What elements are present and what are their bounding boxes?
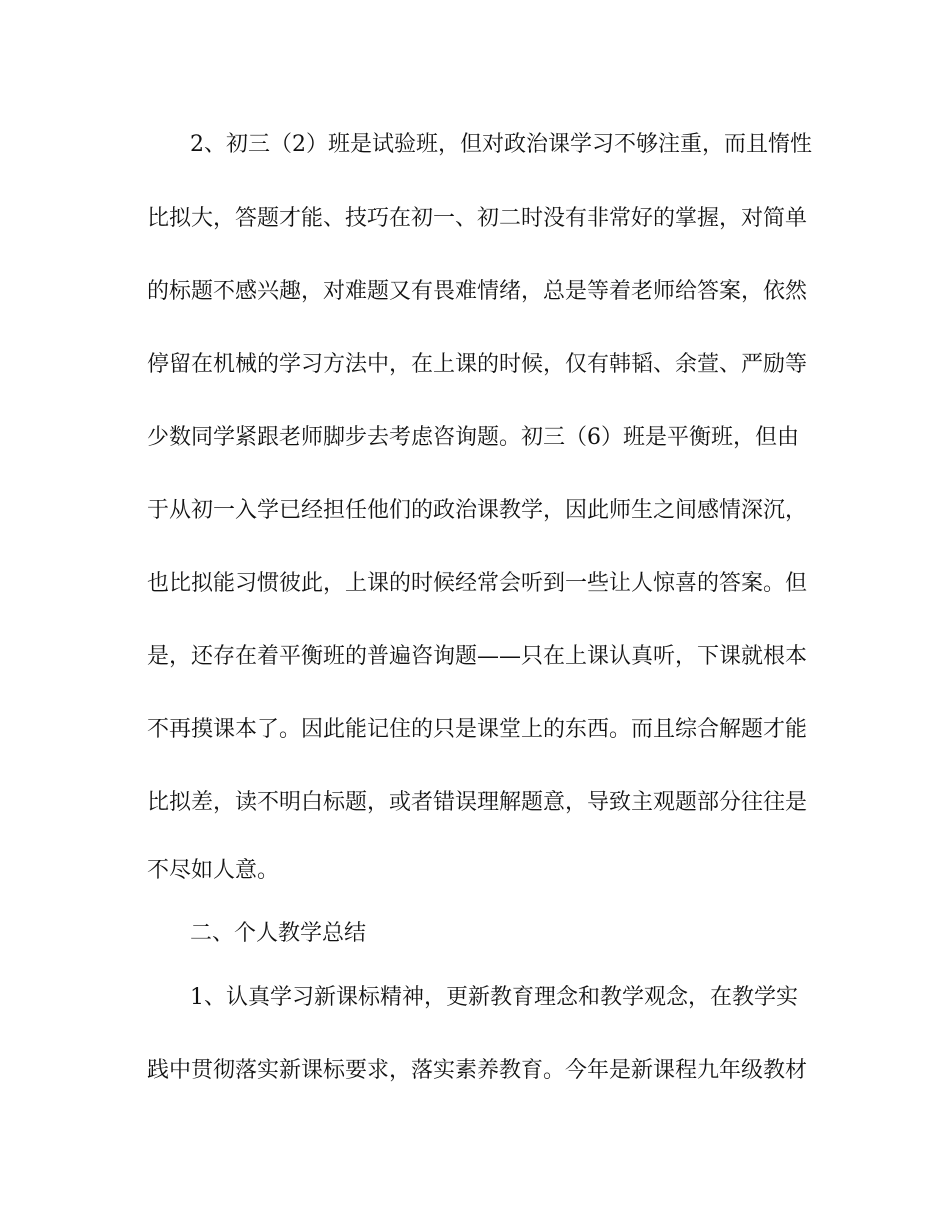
paragraph-line: 少数同学紧跟老师脚步去考虑咨询题。初三（6）班是平衡班，但由 — [147, 425, 799, 450]
paragraph-line: 比拟差，读不明白标题，或者错误理解题意，导致主观题部分往往是 — [147, 790, 808, 815]
paragraph-line: 是，还存在着平衡班的普遍咨询题——只在上课认真听，下课就根本 — [147, 644, 808, 669]
paragraph-line: 于从初一入学已经担任他们的政治课教学，因此师生之间感情深沉， — [147, 498, 808, 523]
paragraph-line: 2、初三（2）班是试验班，但对政治课学习不够注重，而且惰性 — [190, 132, 812, 157]
section-heading: 二、个人教学总结 — [190, 921, 367, 946]
paragraph-line: 停留在机械的学习方法中，在上课的时候，仅有韩韬、余萱、严励等 — [147, 352, 808, 377]
paragraph-line: 践中贯彻落实新课标要求，落实素养教育。今年是新课程九年级教材 — [147, 1058, 808, 1083]
paragraph-line: 1、认真学习新课标精神，更新教育理念和教学观念，在教学实 — [190, 985, 798, 1010]
paragraph-line: 也比拟能习惯彼此，上课的时候经常会听到一些让人惊喜的答案。但 — [147, 571, 808, 596]
paragraph-line: 不尽如人意。 — [147, 858, 280, 883]
paragraph-line: 比拟大，答题才能、技巧在初一、初二时没有非常好的掌握，对简单 — [147, 206, 808, 231]
paragraph-line: 不再摸课本了。因此能记住的只是课堂上的东西。而且综合解题才能 — [147, 717, 808, 742]
paragraph-line: 的标题不感兴趣，对难题又有畏难情绪，总是等着老师给答案，依然 — [147, 279, 808, 304]
